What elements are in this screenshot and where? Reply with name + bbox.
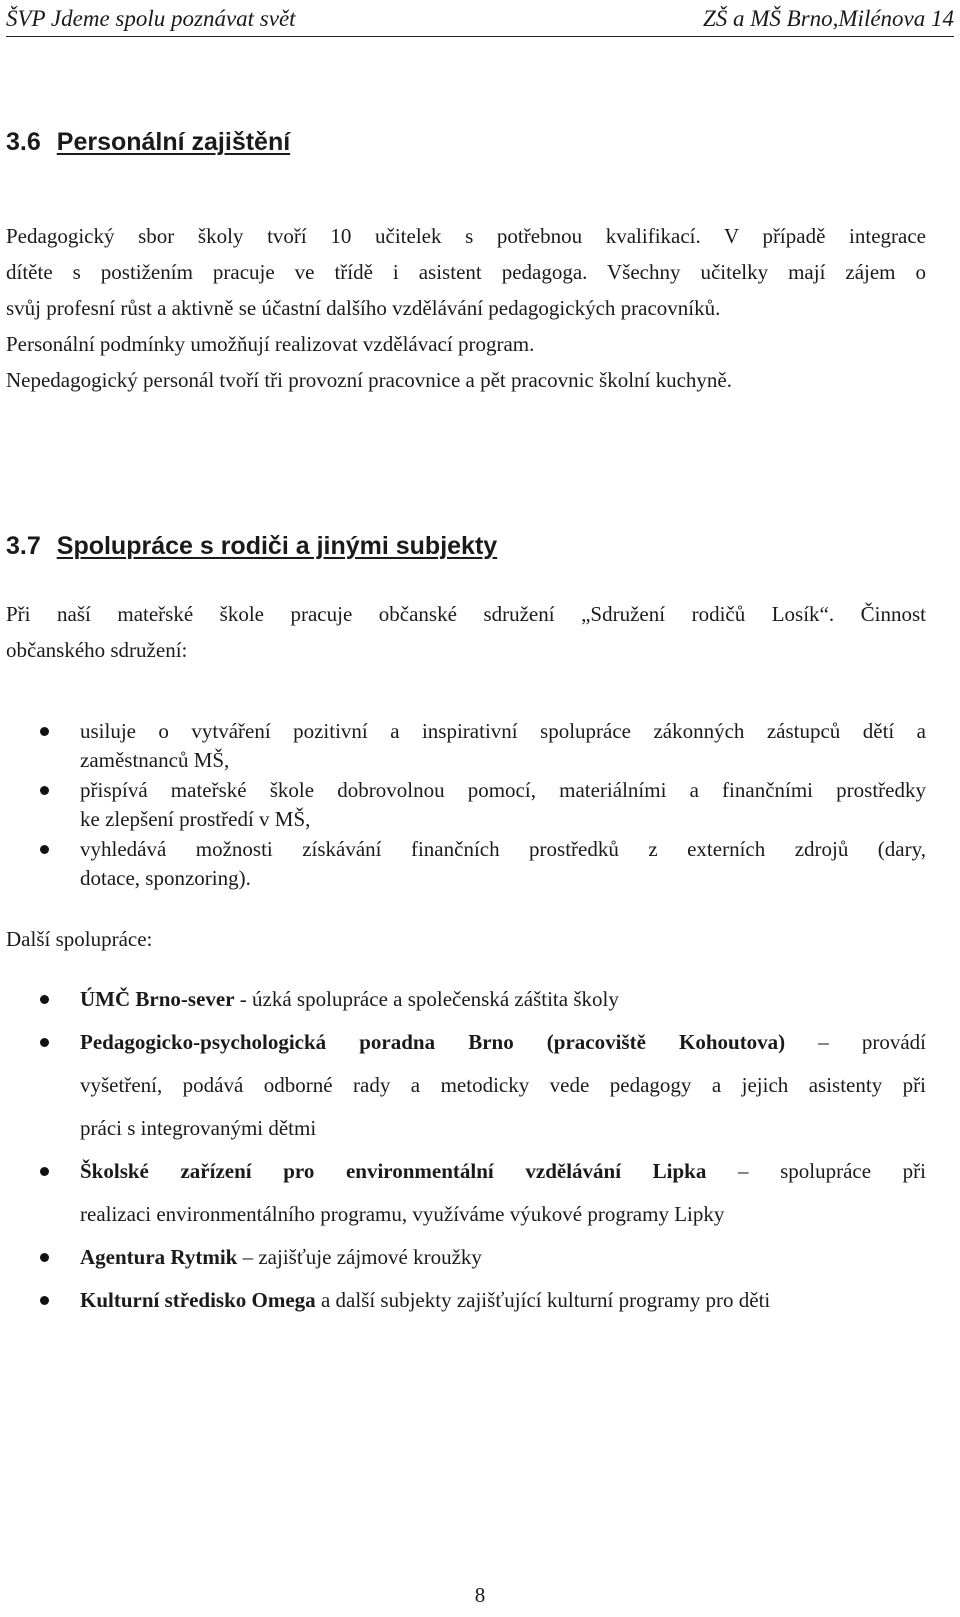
- partner-description: – spolupráce při: [706, 1159, 926, 1183]
- list-item: [0, 1021, 926, 1150]
- section-number: 3.7: [6, 532, 41, 560]
- partner-name: Agentura Rytmik: [80, 1245, 238, 1269]
- page-header: [6, 4, 954, 34]
- page-number: 8: [474, 1583, 486, 1607]
- section-title: Spolupráce s rodiči a jinými subjekty: [56, 532, 498, 560]
- list-item: [0, 1236, 926, 1279]
- list-item: [0, 776, 926, 834]
- section-heading-3-7: [6, 531, 497, 561]
- partner-description-line: realizaci environmentálního programu, využíváme výukové programy Lipky: [80, 1202, 725, 1226]
- bullet-icon: [40, 1038, 49, 1047]
- list-item-line: přispívá mateřské škole dobrovolnou pomocí, materiálními a finančními prostředky: [80, 778, 926, 802]
- partner-description: – zajišťuje zájmové kroužky: [237, 1245, 482, 1269]
- section-number: 3.6: [6, 128, 41, 156]
- list-item-line: ke zlepšení prostředí v MŠ,: [80, 807, 311, 831]
- partner-name: Pedagogicko-psychologická poradna Brno (pracoviště Kohoutova): [80, 1030, 786, 1054]
- list-item-line: vyhledává možnosti získávání finančních prostředků z externích zdrojů (dary,: [80, 837, 926, 861]
- further-cooperation-label: Další spolupráce:: [6, 927, 153, 951]
- list-item: [0, 717, 926, 775]
- partner-description: - úzká spolupráce a společenská záštita školy: [234, 987, 619, 1011]
- partners-list: [0, 978, 926, 1322]
- list-item-line: zaměstnanců MŠ,: [80, 748, 230, 772]
- partner-name: ÚMČ Brno-sever: [80, 987, 235, 1011]
- bullet-icon: [40, 1296, 49, 1305]
- header-right: ZŠ a MŠ Brno,Milénova 14: [702, 6, 954, 31]
- paragraph-line: občanského sdružení:: [6, 638, 188, 662]
- association-activities-list: [0, 717, 926, 894]
- paragraph-line: svůj profesní růst a aktivně se účastní dalšího vzdělávání pedagogických pracovníků.: [6, 296, 721, 320]
- partner-description-line: vyšetření, podává odborné rady a metodicky vede pedagogy a jejich asistenty při: [80, 1073, 926, 1097]
- section-title: Personální zajištění: [56, 128, 291, 156]
- partner-description-line: práci s integrovanými dětmi: [80, 1116, 317, 1140]
- bullet-icon: [40, 845, 49, 854]
- paragraph-line: Nepedagogický personál tvoří tři provozní pracovnice a pět pracovnic školní kuchyně.: [6, 368, 733, 392]
- partner-description: – provádí: [785, 1030, 926, 1054]
- header-left: ŠVP Jdeme spolu poznávat svět: [6, 6, 296, 31]
- list-item-line: dotace, sponzoring).: [80, 866, 251, 890]
- list-item: [0, 835, 926, 893]
- partner-description: a další subjekty zajišťující kulturní programy pro děti: [315, 1288, 771, 1312]
- association-intro: [6, 596, 926, 668]
- paragraph-line: Pedagogický sbor školy tvoří 10 učitelek s potřebnou kvalifikací. V případě integrace: [6, 224, 926, 248]
- section-heading-3-6: [6, 127, 290, 157]
- list-item: [0, 1150, 926, 1236]
- staffing-paragraph: [6, 218, 926, 398]
- list-item: [0, 1279, 926, 1322]
- list-item: [0, 978, 926, 1021]
- bullet-icon: [40, 786, 49, 795]
- paragraph-line: dítěte s postižením pracuje ve třídě i asistent pedagoga. Všechny učitelky mají zájem o: [6, 260, 926, 284]
- list-item-line: usiluje o vytváření pozitivní a inspirativní spolupráce zákonných zástupců dětí a: [80, 719, 926, 743]
- partner-name: Kulturní středisko Omega: [80, 1288, 316, 1312]
- bullet-icon: [40, 727, 49, 736]
- bullet-icon: [40, 995, 49, 1004]
- paragraph-line: Při naší mateřské škole pracuje občanské sdružení „Sdružení rodičů Losík“. Činnost: [6, 602, 926, 626]
- paragraph-line: Personální podmínky umožňují realizovat vzdělávací program.: [6, 332, 535, 356]
- header-rule: [6, 36, 954, 37]
- bullet-icon: [40, 1253, 49, 1262]
- partner-name: Školské zařízení pro environmentální vzdělávání Lipka: [80, 1159, 707, 1183]
- bullet-icon: [40, 1167, 49, 1176]
